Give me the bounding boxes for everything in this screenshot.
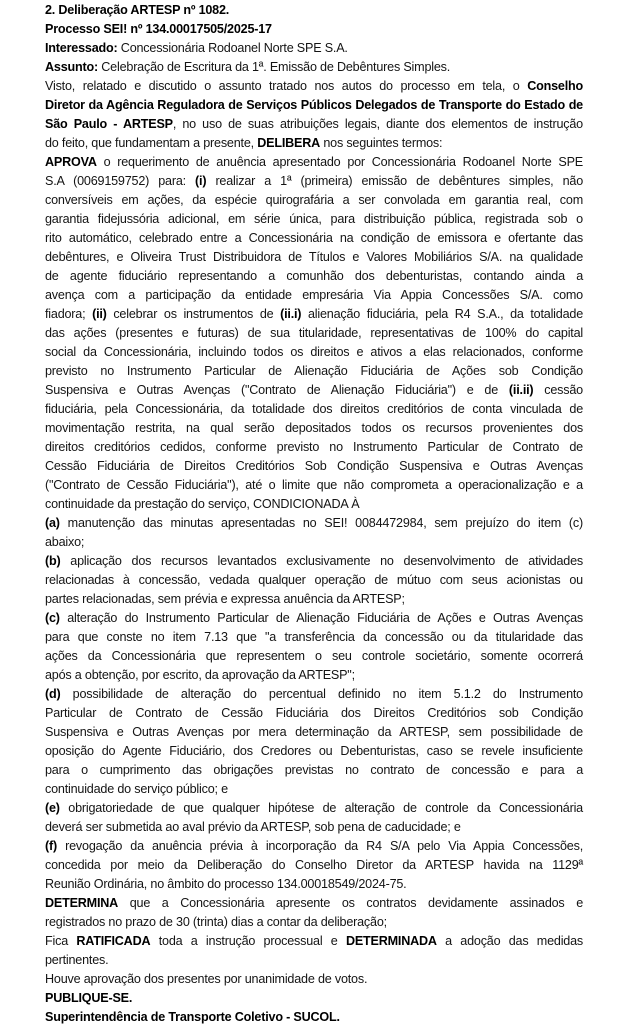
item-label: (b) <box>45 554 61 568</box>
text-span: revogação da anuência prévia à incorporação da R4 S/A pelo Via Appia Concessões, <box>56 839 583 853</box>
text-line <box>45 381 583 400</box>
text-line <box>45 305 583 324</box>
text-line: conversíveis em ações, da espécie quirografária a ser convolada em garantia real, com <box>45 193 583 207</box>
interested-value: Concessionária Rodoanel Norte SPE S.A. <box>117 41 348 55</box>
text-line <box>45 894 583 913</box>
text-line: para o cumprimento das obrigações previstas no contrato de concessão e para a <box>45 763 583 777</box>
text-line: debêntures, e Oliveira Trust Distribuidora de Títulos e Valores Mobiliários S/A. na qualidade <box>45 250 583 264</box>
text-line: oposição do Agente Fiduciário, dos Credores ou Debenturistas, caso se revele insuficiente <box>45 744 583 758</box>
text-span: o requerimento de anuência apresentado por Concessionária Rodoanel Norte SPE <box>96 155 583 169</box>
text-line <box>45 96 583 115</box>
text-line: rito automático, celebrado entre a Concessionária na condição de emissora e ofertante das <box>45 231 583 245</box>
text-span: S.A (0069159752) para: <box>45 174 196 188</box>
aprova-paragraph <box>45 153 583 514</box>
text-line: abaixo; <box>45 535 85 549</box>
text-line: Reunião Ordinária, no âmbito do processo 134.00018549/2024-75. <box>45 877 407 891</box>
text-line: previsto no Instrumento Particular de Alienação Fiduciária de Ações sob Condição <box>45 364 583 378</box>
text-line: deverá ser submetida ao aval prévio da ARTESP, sob pena de caducidade; e <box>45 820 461 834</box>
condition-item-a <box>45 514 583 552</box>
text-line <box>45 609 583 628</box>
text-line <box>45 115 583 134</box>
text-line: fiduciária, pela Concessionária, da totalidade dos direitos creditórios de conta vinculada de <box>45 402 583 416</box>
text-line: garantia fidejussória adicional, em série única, para distribuição pública, registrada sob o <box>45 212 583 226</box>
bold-span: RATIFICADA <box>76 934 151 948</box>
text-line <box>45 153 583 172</box>
deliberation-document <box>45 0 583 1027</box>
text-span: a adoção das medidas <box>436 934 584 948</box>
text-line: de agente fiduciário representando a comunhão dos debenturistas, contando ainda a <box>45 269 583 283</box>
text-span: toda a instrução processual e <box>150 934 346 948</box>
item-label: (d) <box>45 687 61 701</box>
bold-span: (ii.ii) <box>508 383 534 397</box>
interested-label: Interessado: <box>45 41 118 55</box>
condition-item-c <box>45 609 583 685</box>
bold-span: DELIBERA <box>257 136 321 150</box>
text-line: registrados no prazo de 30 (trinta) dias a contar da deliberação; <box>45 915 387 929</box>
text-line <box>45 932 583 951</box>
text-line <box>45 799 583 818</box>
bold-span: (ii) <box>92 307 107 321</box>
intro-paragraph <box>45 77 583 153</box>
text-line <box>45 134 583 153</box>
publish-statement <box>45 989 583 1008</box>
text-line: continuidade do serviço público; e <box>45 782 228 796</box>
text-line: pertinentes. <box>45 953 109 967</box>
text-span: possibilidade de alteração do percentual definido no item 5.1.2 do Instrumento <box>60 687 583 701</box>
text-line: para que conste no item 7.13 que "a transferência da concessão ou da titularidade das <box>45 630 583 644</box>
text-line: das ações (presentes e futuras) de sua titularidade, representativas de 100% do capital <box>45 326 583 340</box>
text-span: do feito, que fundamentam a presente, <box>45 136 258 150</box>
text-span: que a Concessionária apresente os contratos devidamente assinados e <box>118 896 583 910</box>
text-span: cessão <box>533 383 583 397</box>
text-line: ações da Concessionária que representem o seu controle societário, somente ocorrerá <box>45 649 583 663</box>
bold-span: APROVA <box>45 155 97 169</box>
bold-span: PUBLIQUE-SE. <box>45 991 133 1005</box>
text-span: , no uso de suas atribuições legais, diante dos elementos de instrução <box>172 117 583 131</box>
condition-item-d <box>45 685 583 799</box>
subject-value: Celebração de Escritura da 1ª. Emissão de Debêntures Simples. <box>97 60 451 74</box>
item-label: (e) <box>45 801 60 815</box>
text-line <box>45 552 583 571</box>
text-line: relacionadas à concessão, vedada qualquer operação de mútuo com seus acionistas ou <box>45 573 583 587</box>
subject-label: Assunto: <box>45 60 98 74</box>
text-line <box>45 77 583 96</box>
item-label: (a) <box>45 516 60 530</box>
text-line: movimentação restrita, na qual serão depositados todos os recursos provenientes dos <box>45 421 583 435</box>
process-number <box>45 20 583 39</box>
text-line: direitos creditórios cedidos, conforme previsto no Instrumento Particular de Contrato de <box>45 440 583 454</box>
condition-item-e <box>45 799 583 837</box>
text-line: Suspensiva e Outras Avenças por mera determinação da ARTESP, sem possibilidade de <box>45 725 583 739</box>
determina-paragraph <box>45 894 583 932</box>
text-span: Fica <box>45 934 77 948</box>
bold-span: Superintendência de Transporte Coletivo - SUCOL. <box>45 1010 340 1024</box>
text-line <box>45 837 583 856</box>
text-span: celebrar os instrumentos de <box>106 307 281 321</box>
text-line: ("Contrato de Cessão Fiduciária"), até o limite que não comprometa a operacionalização e a <box>45 478 583 492</box>
bold-span: São Paulo - ARTESP <box>45 117 173 131</box>
text-line: social da Concessionária, incluindo todos os direitos e ativos a elas relacionados, conforme <box>45 345 583 359</box>
condition-item-f <box>45 837 583 894</box>
text-line: partes relacionadas, sem prévia e expressa anuência da ARTESP; <box>45 592 405 606</box>
text-line <box>45 514 583 533</box>
text-line: após a obtenção, por escrito, da aprovação da ARTESP"; <box>45 668 355 682</box>
text-span: Visto, relatado e discutido o assunto tratado nos autos do processo em tela, o <box>45 79 528 93</box>
text-span: alteração do Instrumento Particular de Alienação Fiduciária de Ações e Outras Avenças <box>59 611 583 625</box>
ratifica-paragraph <box>45 932 583 970</box>
text-span: nos seguintes termos: <box>320 136 443 150</box>
item-label: (c) <box>45 611 60 625</box>
bold-span: Diretor da Agência Reguladora de Serviços Públicos Delegados de Transporte do Estado de <box>45 98 583 112</box>
text-span: manutenção das minutas apresentadas no SEI! 0084472984, sem prejuízo do item (c) <box>59 516 583 530</box>
bold-span: (i) <box>195 174 207 188</box>
process-text: Processo SEI! nº 134.00017505/2025-17 <box>45 22 272 36</box>
deliberation-title <box>45 1 583 20</box>
approval-statement: Houve aprovação dos presentes por unanimidade de votos. <box>45 972 368 986</box>
text-span: fiadora; <box>45 307 93 321</box>
bold-span: (ii.i) <box>280 307 302 321</box>
text-span: Suspensiva e Outras Avenças ("Contrato de Alienação Fiduciária") e de <box>45 383 509 397</box>
signature <box>45 1008 583 1027</box>
text-line: concedida por meio da Deliberação do Conselho Diretor da ARTESP havida na 1129ª <box>45 858 583 872</box>
subject <box>45 58 583 77</box>
text-line: Particular de Contrato de Cessão Fiduciária dos Direitos Creditórios sob Condição <box>45 706 583 720</box>
text-line <box>45 172 583 191</box>
condition-item-b <box>45 552 583 609</box>
interested-party <box>45 39 583 58</box>
bold-span: Conselho <box>527 79 583 93</box>
text-line: Cessão Fiduciária de Direitos Creditórios Sob Condição Suspensiva e Outras Avenças <box>45 459 583 473</box>
text-line: continuidade da prestação do serviço, CONDICIONADA À <box>45 497 360 511</box>
bold-span: DETERMINADA <box>345 934 437 948</box>
text-span: realizar a 1ª (primeira) emissão de debêntures simples, não <box>206 174 583 188</box>
bold-span: DETERMINA <box>45 896 119 910</box>
text-span: aplicação dos recursos levantados exclusivamente no desenvolvimento de atividades <box>60 554 583 568</box>
text-line <box>45 685 583 704</box>
text-span: alienação fiduciária, pela R4 S.A., da totalidade <box>301 307 583 321</box>
text-span: obrigatoriedade de que qualquer hipótese de alteração de controle da Concessionária <box>59 801 583 815</box>
item-label: (f) <box>45 839 57 853</box>
title-text: 2. Deliberação ARTESP nº 1082. <box>45 3 230 17</box>
text-line: avença com a participação da entidade empresária Via Appia Concessões S/A. como <box>45 288 583 302</box>
